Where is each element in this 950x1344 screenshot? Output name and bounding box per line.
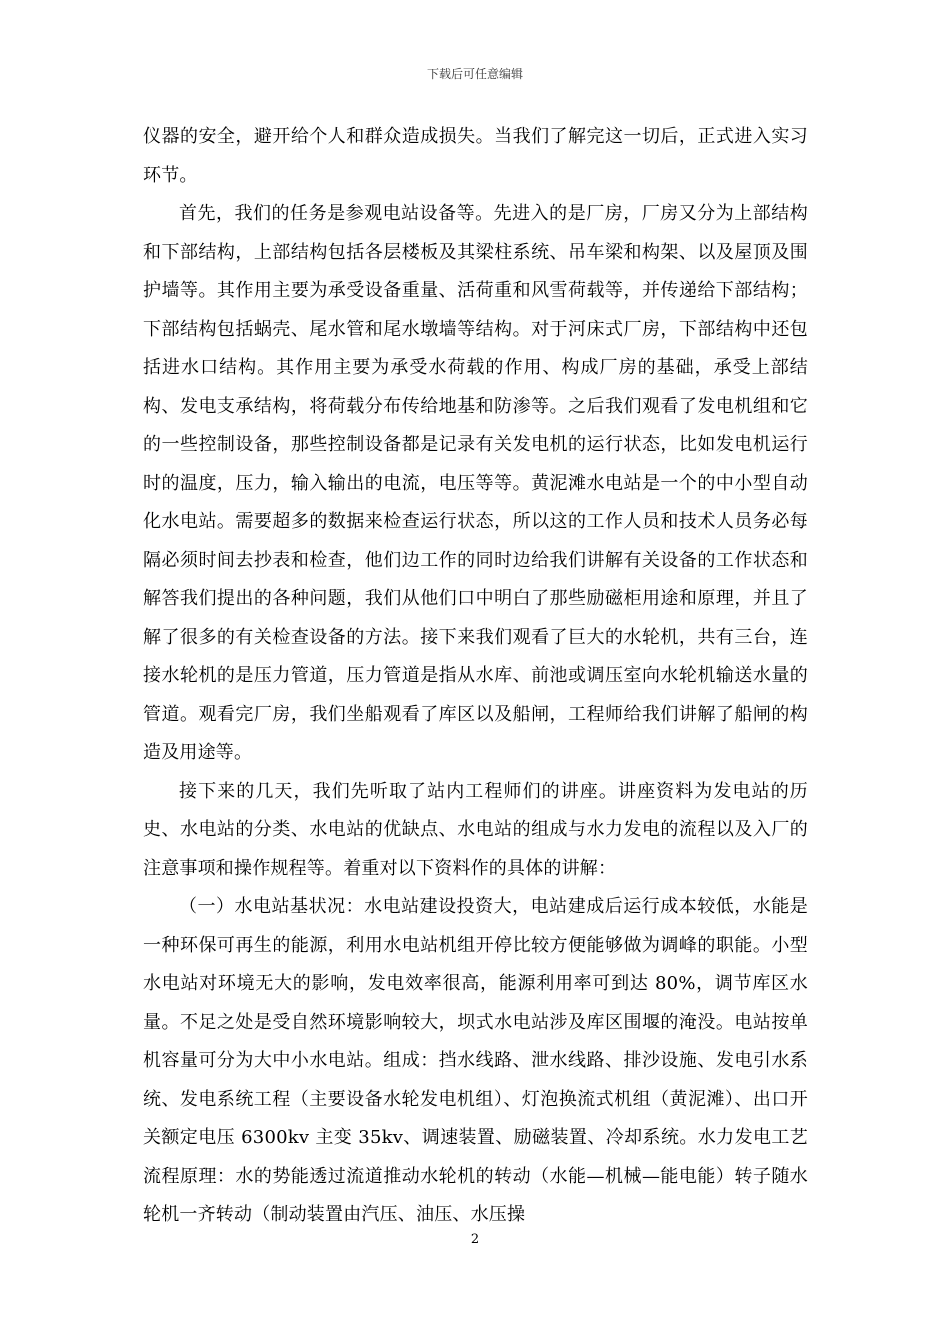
paragraph-site-visit: 首先，我们的任务是参观电站设备等。先进入的是厂房，厂房又分为上部结构和下部结构，上部结构包括各层楼板及其梁柱系统、吊车梁和构架、以及屋顶及围护墙等。其作用主要为承受设备重量、活荷重和风雪荷载等，并传递给下部结构；下部结构包括蜗壳、尾水管和尾水墩墙等结构。对于河床式厂房，下部结构中还包括进水口结构。其作用主要为承受水荷载的作用、构成厂房的基础，承受上部结构、发电支承结构，将荷载分布传给地基和防渗等。之后我们观看了发电机组和它的一些控制设备，那些控制设备都是记录有关发电机的运行状态，比如发电机运行时的温度，压力，输入输出的电流，电压等等。黄泥滩水电站是一个的中小型自动化水电站。需要超多的数据来检查运行状态，所以这的工作人员和技术人员务必每隔必须时间去抄表和检查，他们边工作的同时边给我们讲解有关设备的工作状态和解答我们提出的各种问题，我们从他们口中明白了那些励磁柜用途和原理，并且了解了很多的有关检查设备的方法。接下来我们观看了巨大的水轮机，共有三台，连接水轮机的是压力管道，压力管道是指从水库、前池或调压室向水轮机输送水量的管道。观看完厂房，我们坐船观看了库区以及船闸，工程师给我们讲解了船闸的构造及用途等。	[143, 203, 808, 763]
page-number: 2	[470, 1232, 480, 1247]
page-header: 下载后可任意编辑	[426, 67, 523, 81]
paragraph-continuation: 仪器的安全，避开给个人和群众造成损失。当我们了解完这一切后，正式进入实习环节。	[143, 126, 808, 186]
paragraph-station-overview: （一）水电站基状况：水电站建设投资大，电站建成后运行成本较低，水能是一种环保可再生的能源，利用水电站机组开停比较方便能够做为调峰的职能。小型水电站对环境无大的影响，发电效率很高，能源利用率可到达 80%，调节库区水量。不足之处是受自然环境影响较大，坝式水电站涉及库区围堰的淹没。电站按单机容量可分为大中小水电站。组成：挡水线路、泄水线路、排沙设施、发电引水系统、发电系统工程（主要设备水轮发电机组）、灯泡换流式机组（黄泥滩）、出口开关额定电压 6300kv 主变 35kv、调速装置、励磁装置、冷却系统。水力发电工艺流程原理：水的势能透过流道推动水轮机的转动（水能—机械—能电能）转子随水轮机一齐转动（制动装置由汽压、油压、水压操	[143, 896, 808, 1225]
paragraph-lectures: 接下来的几天，我们先听取了站内工程师们的讲座。讲座资料为发电站的历史、水电站的分类、水电站的优缺点、水电站的组成与水力发电的流程以及入厂的注意事项和操作规程等。着重对以下资料作的具体的讲解：	[143, 780, 808, 879]
document-body	[143, 118, 808, 1235]
